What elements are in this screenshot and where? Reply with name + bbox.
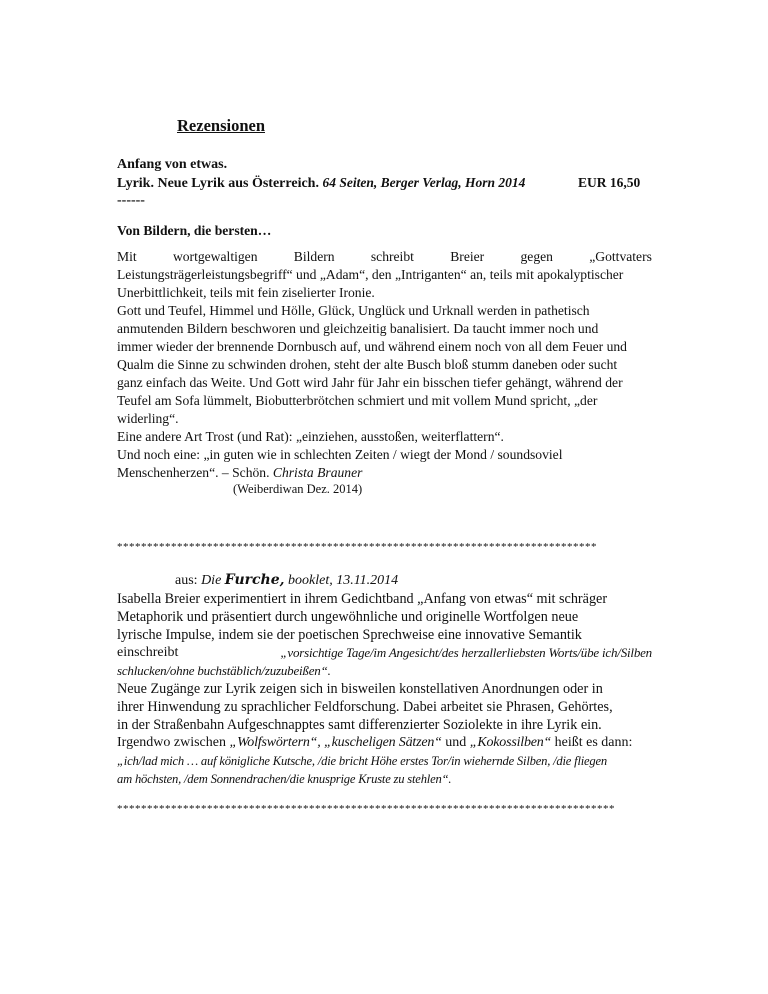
source-prefix: aus: bbox=[175, 573, 198, 588]
review1-p1-line2: Leistungsträgerleistungsbegriff“ und „Adam“, den „Intriganten“ an, teils mit apokalyptischer bbox=[117, 267, 624, 282]
review1-p4-line2 bbox=[117, 464, 362, 482]
word: Breier bbox=[450, 249, 485, 264]
separator-2: *********************************************************************************** bbox=[117, 803, 615, 815]
section-title bbox=[117, 116, 265, 136]
review2-line8: in der Straßenbahn Aufgeschnapptes samt differenzierter Soziolekte in ihre Lyrik ein. bbox=[117, 717, 602, 733]
source-furche: Furche, bbox=[224, 572, 285, 588]
review2-quote1-start: „vorsichtige Tage/im Angesicht/des herzallerliebsten Worts/übe ich/Silben bbox=[280, 645, 652, 660]
book-publication-info: 64 Seiten, Berger Verlag, Horn 2014 bbox=[322, 175, 526, 190]
review1-p2-line1: Gott und Teufel, Himmel und Hölle, Glück, Unglück und Urknall werden in pathetisch bbox=[117, 303, 590, 318]
review1-p2-line3: immer wieder der brennende Dornbusch auf, und während einem noch von all dem Feuer und bbox=[117, 339, 627, 354]
review1-closing: Menschenherzen“. – Schön. bbox=[117, 465, 270, 480]
review1-p2-line2: anmutenden Bildern beschworen und gleichzeitig banalisiert. Da taucht immer noch und bbox=[117, 321, 599, 336]
word: Bildern bbox=[293, 249, 335, 264]
book-subtitle-bold: Lyrik. Neue Lyrik aus Österreich. bbox=[117, 176, 319, 191]
review2-line7: ihrer Hinwendung zu sprachlicher Feldforschung. Dabei arbeitet sie Phrasen, Gehörtes, bbox=[117, 699, 613, 715]
quote-kuschelige-saetze: „kuscheligen Sätzen“ bbox=[324, 735, 442, 750]
review1-p3: Eine andere Art Trost (und Rat): „einziehen, ausstoßen, weiterflattern“. bbox=[117, 429, 504, 444]
review1-p2-line7: widerling“. bbox=[117, 411, 179, 426]
word: schreibt bbox=[370, 249, 414, 264]
separator-1: ******************************************************************************** bbox=[117, 541, 597, 553]
book-price: EUR 16,50 bbox=[578, 175, 641, 190]
review2-quote2-line2: am höchsten, /dem Sonnendrachen/die knusprige Kruste zu stehlen“. bbox=[117, 772, 452, 786]
review2-line1: Isabella Breier experimentiert in ihrem Gedichtband „Anfang von etwas“ mit schräger bbox=[117, 591, 608, 607]
word: Mit bbox=[117, 249, 137, 264]
review2-quote1-end: schlucken/ohne buchstäblich/zuzubeißen“. bbox=[117, 663, 331, 678]
review1-p2-line6: Teufel am Sofa lümmelt, Biobutterbrötchen schmiert und mit vollem Mund spricht, „der bbox=[117, 393, 598, 408]
review1-heading: Von Bildern, die bersten… bbox=[117, 223, 272, 238]
source-date: booklet, 13.11.2014 bbox=[288, 573, 399, 588]
review2-line2: Metaphorik und präsentiert durch ungewöhnliche und originelle Wortfolgen neue bbox=[117, 609, 579, 625]
review1-source: (Weiberdiwan Dez. 2014) bbox=[233, 482, 363, 496]
review1-p2-line4: Qualm die Sinne zu schwinden drohen, steht der alte Busch bloß stumm daneben oder sucht bbox=[117, 357, 618, 372]
book-dashes: ------ bbox=[117, 193, 145, 208]
quote-wolfswoertern: „Wolfswörtern“, bbox=[229, 735, 321, 750]
review1-p4-line1: Und noch eine: „in guten wie in schlechten Zeiten / wiegt der Mond / soundsoviel bbox=[117, 447, 563, 462]
review2-quote2-line1: „ich/lad mich … auf königliche Kutsche, /die bricht Höhe erstes Tor/in wiehernde Silben, /die fliegen bbox=[117, 754, 608, 768]
review2-line4-start: einschreibt bbox=[117, 645, 179, 660]
title-underline-spacer bbox=[117, 116, 177, 136]
word: wortgewaltigen bbox=[172, 249, 258, 264]
word: „Gottvaters bbox=[589, 249, 652, 264]
text: Irgendwo zwischen bbox=[117, 735, 226, 750]
book-title: Anfang von etwas. bbox=[117, 157, 228, 172]
section-title-text: Rezensionen bbox=[177, 116, 265, 135]
review2-line6: Neue Zugänge zur Lyrik zeigen sich in bisweilen konstellativen Anordnungen oder in bbox=[117, 681, 603, 697]
review2-line4 bbox=[117, 644, 652, 662]
review1-p1-line1 bbox=[117, 248, 652, 266]
review2-line3: lyrische Impulse, indem sie der poetischen Sprechweise eine innovative Semantik bbox=[117, 627, 582, 643]
word: gegen bbox=[520, 249, 553, 264]
text: heißt es dann: bbox=[554, 735, 633, 750]
review2-source bbox=[175, 572, 398, 589]
book-subtitle bbox=[117, 174, 525, 193]
review1-p2-line5: ganz einfach das Weite. Und Gott wird Jahr für Jahr ein bisschen tiefer gehängt, während der bbox=[117, 375, 623, 390]
review1-p1-line3: Unerbittlichkeit, teils mit fein ziselierter Ironie. bbox=[117, 285, 375, 300]
text: und bbox=[445, 735, 467, 750]
source-die: Die bbox=[201, 573, 222, 588]
review1-author: Christa Brauner bbox=[272, 465, 363, 480]
quote-kokossilben: „Kokossilben“ bbox=[469, 735, 552, 750]
review2-line9 bbox=[117, 734, 632, 752]
